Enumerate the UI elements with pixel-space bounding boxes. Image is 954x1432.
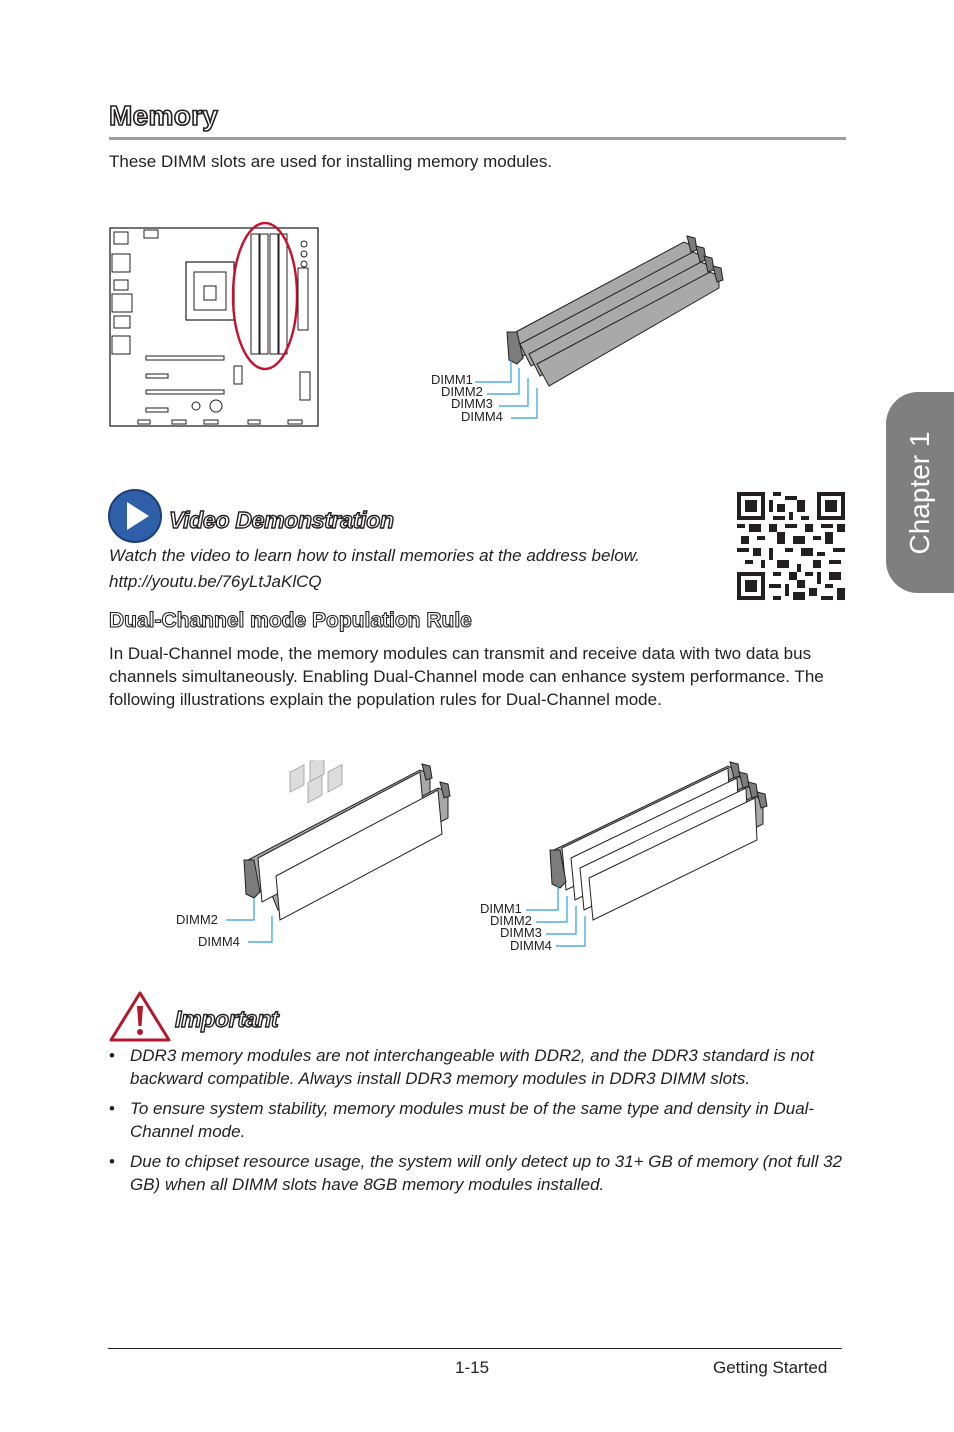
- dual-channel-heading: Dual-Channel mode Population Rule: [109, 609, 472, 632]
- important-notes: [109, 1044, 846, 1203]
- motherboard-diagram: [108, 222, 320, 428]
- config-a-dimm2-label: DIMM2: [176, 912, 218, 927]
- config-a-dimm4-label: DIMM4: [198, 934, 240, 949]
- dimm-slot-diagram: [425, 228, 735, 428]
- bullet: •: [109, 1046, 115, 1065]
- dimm3-label: DIMM3: [451, 396, 493, 411]
- bullet: •: [109, 1099, 115, 1118]
- video-url-link[interactable]: http://youtu.be/76yLtJaKlCQ: [109, 572, 322, 591]
- config-b-dimm4-label: DIMM4: [510, 938, 552, 953]
- warning-icon: [108, 990, 172, 1042]
- footer-section-title: Getting Started: [713, 1358, 828, 1377]
- note-text: DDR3 memory modules are not interchangeable with DDR2, and the DDR3 standard is not backward compatible. Always install DDR3 memory modules in DDR3 DIMM slots.: [130, 1046, 815, 1088]
- footer-divider: [108, 1348, 842, 1349]
- chapter-tab-label: Chapter 1: [904, 431, 935, 554]
- video-demo-text: Watch the video to learn how to install memories at the address below.: [109, 546, 640, 565]
- config-b-dimm2-label: DIMM2: [490, 913, 532, 928]
- intro-text: These DIMM slots are used for installing memory modules.: [109, 152, 553, 171]
- note-text: Due to chipset resource usage, the system will only detect up to 31+ GB of memory (not full 32 GB) when all DIMM slots have 8GB memory modules installed.: [130, 1152, 842, 1194]
- important-title: Important: [175, 1006, 279, 1032]
- list-item: [109, 1044, 846, 1090]
- dimm2-label: DIMM2: [441, 384, 483, 399]
- dual-channel-config-b: [478, 760, 798, 956]
- config-b-dimm1-label: DIMM1: [480, 901, 522, 916]
- dual-channel-body: In Dual-Channel mode, the memory modules can transmit and receive data with two data bus channels simultaneously. Enabling Dual-Channel mode can enhance system performance. The following illustrations explain the population rules for Dual-Channel mode.: [109, 644, 824, 709]
- config-b-dimm3-label: DIMM3: [500, 925, 542, 940]
- page-number: 1-15: [455, 1358, 490, 1377]
- chapter-tab: [886, 392, 954, 593]
- video-demo-title: Video Demonstration: [169, 507, 394, 533]
- play-icon: [106, 488, 164, 544]
- note-text: To ensure system stability, memory modules must be of the same type and density in Dual-Channel mode.: [130, 1099, 815, 1141]
- list-item: [109, 1097, 846, 1143]
- bullet: •: [109, 1152, 115, 1171]
- qr-code: [737, 492, 845, 600]
- list-item: [109, 1150, 846, 1196]
- dimm4-label: DIMM4: [461, 409, 503, 424]
- dual-channel-config-a: [170, 760, 470, 956]
- dimm1-label: DIMM1: [431, 372, 473, 387]
- page-title: Memory: [109, 100, 219, 131]
- title-divider: [109, 137, 846, 140]
